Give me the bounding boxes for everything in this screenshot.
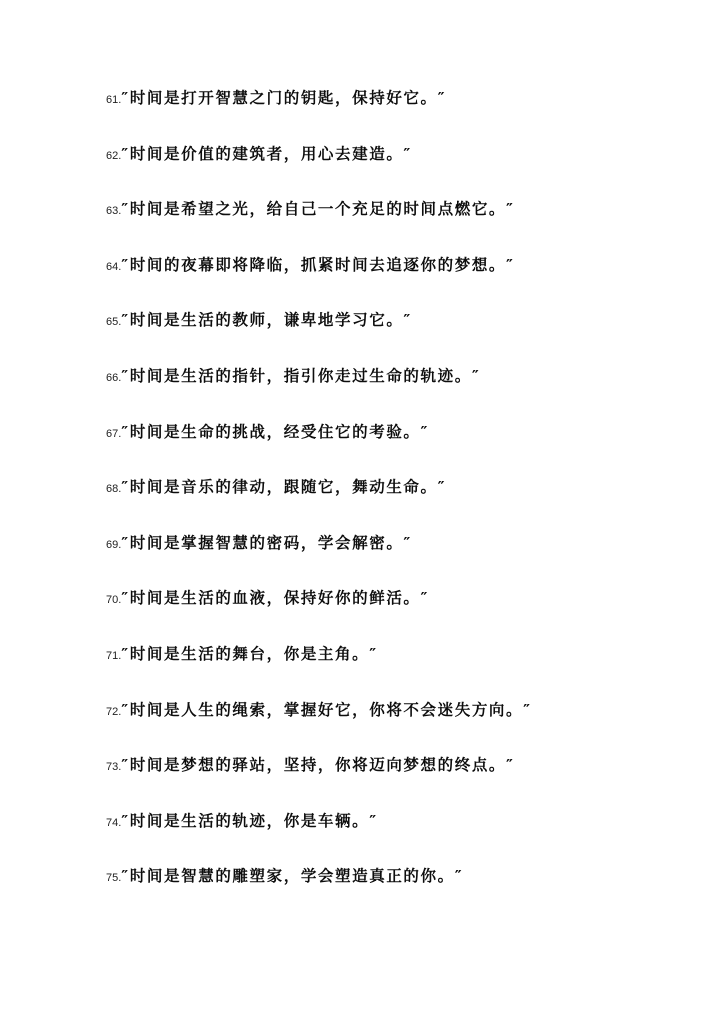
quote-number: 63. — [106, 205, 122, 218]
quote-number: 68. — [106, 483, 122, 496]
quote-number: 66. — [106, 371, 122, 384]
quote-number: 67. — [106, 427, 122, 440]
list-item — [106, 642, 532, 698]
list-item — [106, 531, 532, 587]
quote-text: ″时间是打开智慧之门的钥匙，保持好它。″ — [121, 89, 447, 107]
quote-number: 75. — [106, 872, 122, 885]
quote-text: ″时间是价值的建筑者，用心去建造。″ — [121, 144, 412, 163]
quote-number: 64. — [106, 260, 122, 273]
quote-number: 69. — [106, 538, 122, 551]
quote-number: 74. — [106, 816, 122, 829]
quote-text: ″时间是生活的指针，指引你走过生命的轨迹。″ — [121, 366, 481, 385]
quote-number: 71. — [106, 649, 122, 662]
quote-list — [106, 86, 532, 920]
quote-number: 62. — [106, 149, 122, 162]
quote-number: 70. — [106, 594, 122, 607]
quote-number: 72. — [106, 705, 122, 718]
list-item — [106, 253, 532, 309]
quote-text: ″时间是生命的挑战，经受住它的考验。″ — [121, 422, 430, 441]
list-item — [106, 308, 532, 364]
list-item — [106, 753, 532, 809]
quote-text: ″时间的夜幕即将降临，抓紧时间去追逐你的梦想。″ — [121, 255, 515, 274]
list-item — [106, 698, 532, 754]
list-item — [106, 809, 532, 865]
quote-number: 65. — [106, 316, 122, 329]
quote-text: ″时间是人生的绳索，掌握好它，你将不会迷失方向。″ — [121, 700, 532, 719]
list-item — [106, 197, 532, 253]
list-item — [106, 420, 532, 476]
quote-number: 61. — [106, 94, 122, 106]
quote-text: ″时间是梦想的驿站，坚持，你将迈向梦想的终点。″ — [121, 756, 515, 775]
list-item — [106, 142, 532, 198]
quote-text: ″时间是希望之光，给自己一个充足的时间点燃它。″ — [121, 200, 515, 219]
quote-text: ″时间是生活的教师，谦卑地学习它。″ — [121, 311, 412, 330]
quote-text: ″时间是掌握智慧的密码，学会解密。″ — [121, 533, 412, 552]
list-item — [106, 364, 532, 420]
quote-text: ″时间是智慧的雕塑家，学会塑造真正的你。″ — [121, 867, 464, 886]
list-item — [106, 864, 532, 920]
quote-text: ″时间是生活的轨迹，你是车辆。″ — [121, 811, 378, 830]
quote-text: ″时间是生活的血液，保持好你的鲜活。″ — [121, 589, 430, 608]
list-item — [106, 86, 532, 142]
quote-number: 73. — [106, 761, 122, 774]
quote-text: ″时间是音乐的律动，跟随它，舞动生命。″ — [121, 478, 447, 497]
list-item — [106, 586, 532, 642]
quote-text: ″时间是生活的舞台，你是主角。″ — [121, 644, 378, 663]
list-item — [106, 475, 532, 531]
